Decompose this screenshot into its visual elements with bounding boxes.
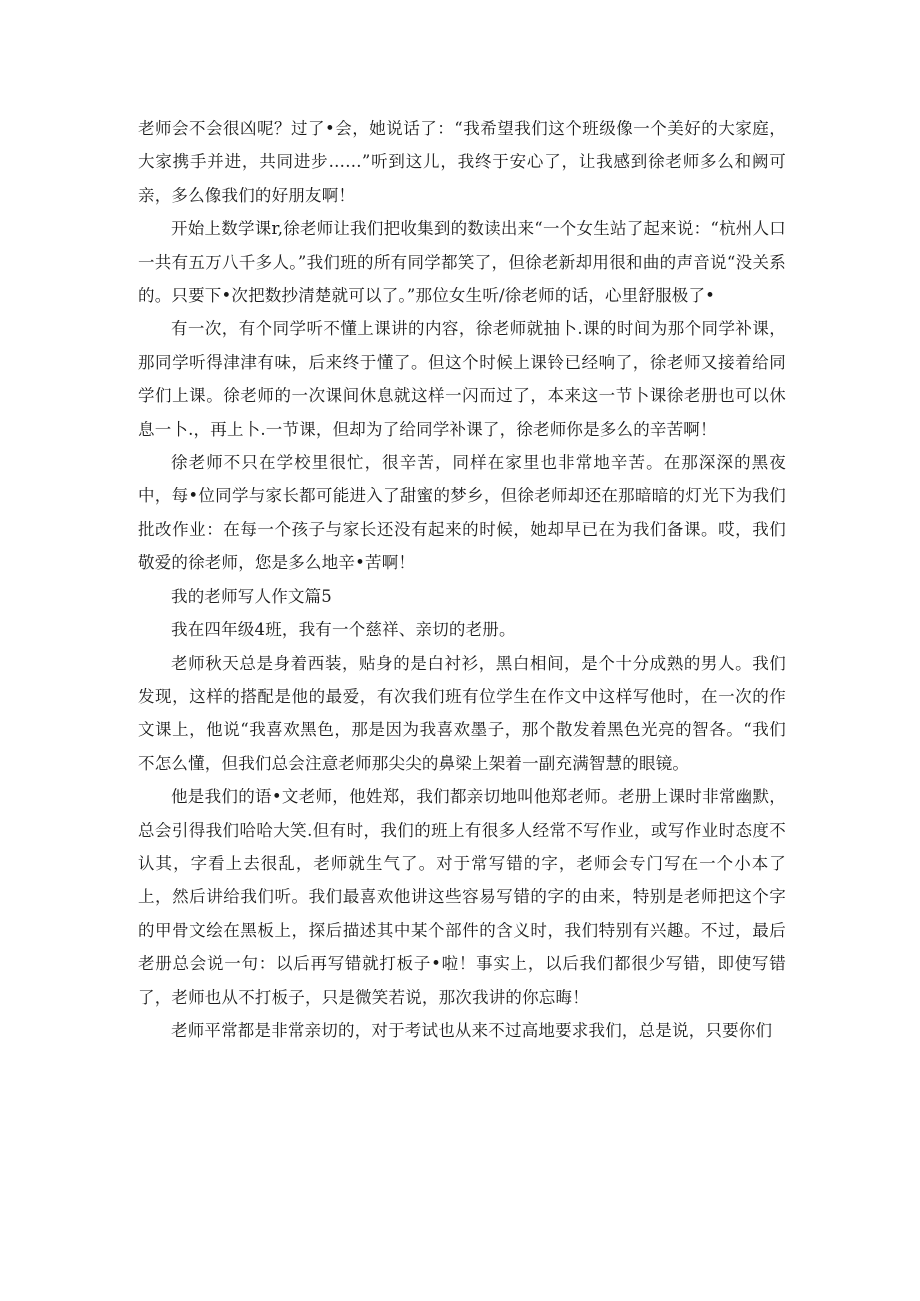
section-heading: 我的老师写人作文篇5 (171, 586, 332, 606)
paragraph-1: 老师会不会很凶呢？过了•会，她说话了：“我希望我们这个班级像一个美好的大家庭，大家携手并进，共同进步……”听到这儿，我终于安心了，让我感到徐老师多么和阙可亲，多么像我们的好朋友啊！ (138, 119, 786, 205)
paragraph-5: 我在四年级4班，我有一个慈祥、亲切的老册。 (171, 620, 516, 640)
paragraph-8: 老师平常都是非常亲切的，对于考试也从来不过高地要求我们，总是说，只要你们 (171, 1020, 773, 1040)
paragraph-2: 开始上数学课r,徐老师让我们把收集到的数读出来“一个女生站了起来说：“杭州人口一共有五万八千多人。”我们班的所有同学都笑了，但徐老新却用很和曲的声音说“没关系的。只要下•次把数抄清楚就可以了。”那位女生听/徐老师的话，心里舒服极了• (138, 219, 786, 306)
paragraph-6: 老师秋天总是身着西装，贴身的是白衬衫，黑白相间，是个十分成熟的男人。我们发现，这样的搭配是他的最爱，有次我们班有位学生在作文中这样写他时，在一次的作文课上，他说“我喜欢黑色，那是因为我喜欢墨子，那个散发着黑色光亮的智各。“我们不怎么懂，但我们总会注意老师那尖尖的鼻梁上架着一副充满智慧的眼镜。 (138, 653, 786, 773)
paragraph-3: 有一次，有个同学听不懂上课讲的内容，徐老师就抽卜.课的时间为那个同学补课，那同学听得津津有味，后来终于懂了。但这个时候上课铃已经响了，徐老师又接着给同学们上课。徐老师的一次课间休息就这样一闪而过了，本来这一节卜课徐老册也可以休息一卜.，再上卜.一节课，但却为了给同学补课了，徐老师你是多么的辛苦啊！ (138, 319, 786, 439)
paragraph-4: 徐老师不只在学校里很忙，很辛苦，同样在家里也非常地辛苦。在那深深的黑夜中，每•位同学与家长都可能进入了甜蜜的梦乡，但徐老师却还在那暗暗的灯光下为我们批改作业：在每一个孩子与家长还没有起来的时候，她却早已在为我们备课。哎，我们敬爱的徐老师，您是多么地辛•苦啊！ (138, 453, 786, 573)
paragraph-7: 他是我们的语•文老师，他姓郑，我们都亲切地叫他郑老师。老册上课时非常幽默，总会引得我们哈哈大笑.但有时，我们的班上有很多人经常不写作业，或写作业时态度不认其，字看上去很乱，老师就生气了。对于常写错的字，老师会专门写在一个小本了上，然后讲给我们听。我们最喜欢他讲这些容易写错的字的由来，特别是老师把这个字的甲骨文绘在黑板上，探后描述其中某个部件的含义时，我们特别有兴趣。不过，最后老册总会说一句：以后再写错就打板子•啦！事实上，以后我们都很少写错，即使写错了，老师也从不打板子，只是微笑若说，那次我讲的你忘晦！ (138, 787, 786, 1007)
essay-body (138, 112, 786, 1047)
